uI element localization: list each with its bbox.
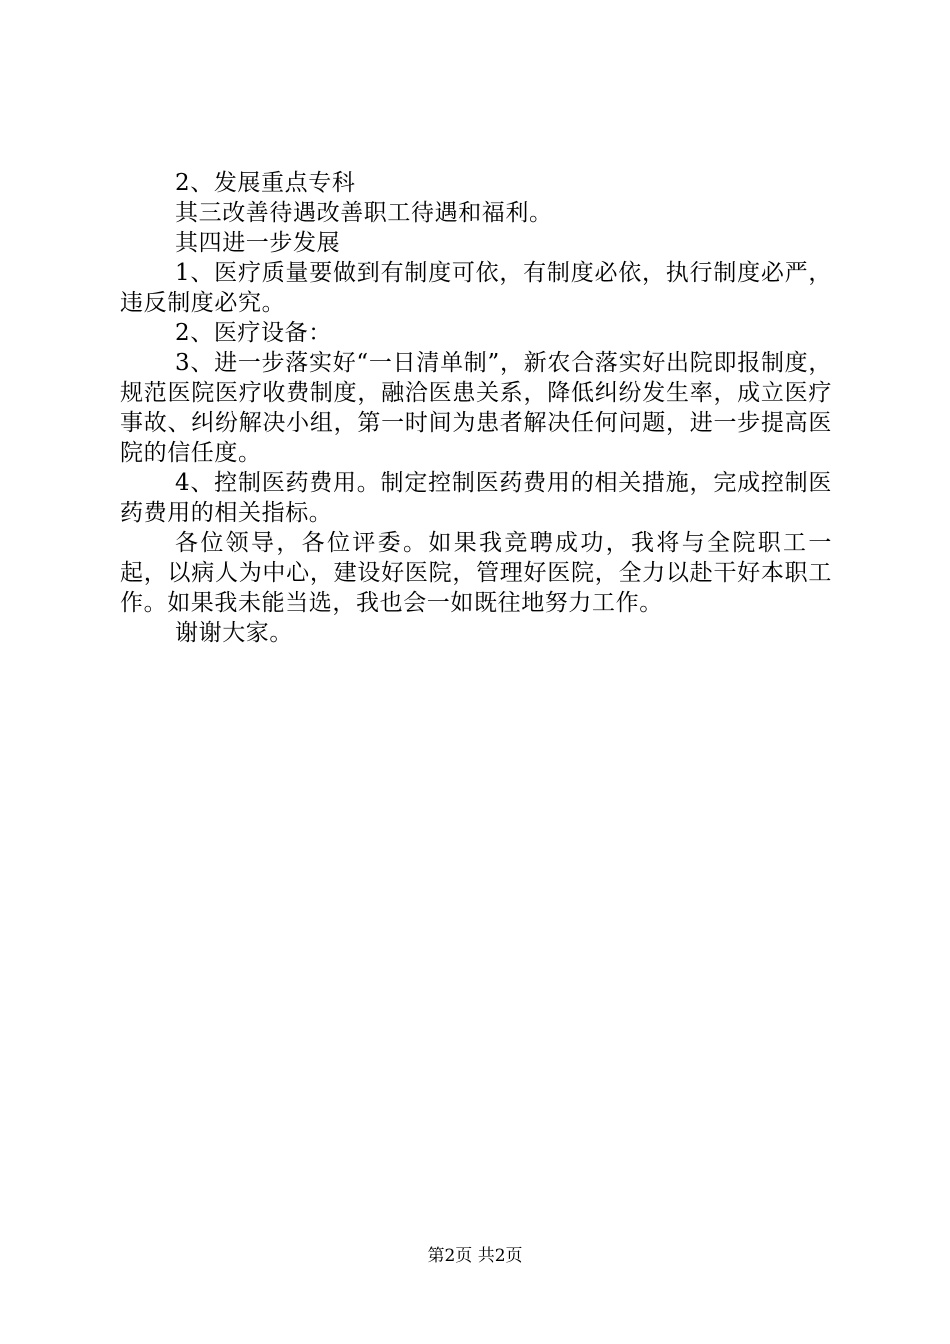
paragraph-specialty: 2、发展重点专科: [175, 170, 356, 196]
paragraph-cost-control: 4、控制医药费用。制定控制医药费用的相关措施，完成控制医药费用的相关指标。: [120, 470, 832, 526]
paragraph-thanks: 谢谢大家。: [175, 620, 293, 646]
paragraph-billing: 3、进一步落实好“一日清单制”，新农合落实好出院即报制度，规范医院医疗收费制度，融洽医患关系，降低纠纷发生率，成立医疗事故、纠纷解决小组，第一时间为患者解决任何问题，进一步提高医院的信任度。: [120, 350, 832, 466]
document-body: [120, 168, 832, 648]
paragraph-quality: 1、医疗质量要做到有制度可依，有制度必依，执行制度必严，违反制度必究。: [120, 260, 832, 316]
page-number: 第2页 共2页: [427, 1246, 523, 1266]
paragraph-treatment: 其三改善待遇改善职工待遇和福利。: [175, 200, 553, 226]
paragraph-development: 其四进一步发展: [175, 230, 341, 256]
paragraph-equipment: 2、医疗设备：: [175, 320, 332, 346]
paragraph-closing: 各位领导，各位评委。如果我竞聘成功，我将与全院职工一起，以病人为中心，建设好医院，管理好医院，全力以赴干好本职工作。如果我未能当选，我也会一如既往地努力工作。: [120, 530, 832, 616]
